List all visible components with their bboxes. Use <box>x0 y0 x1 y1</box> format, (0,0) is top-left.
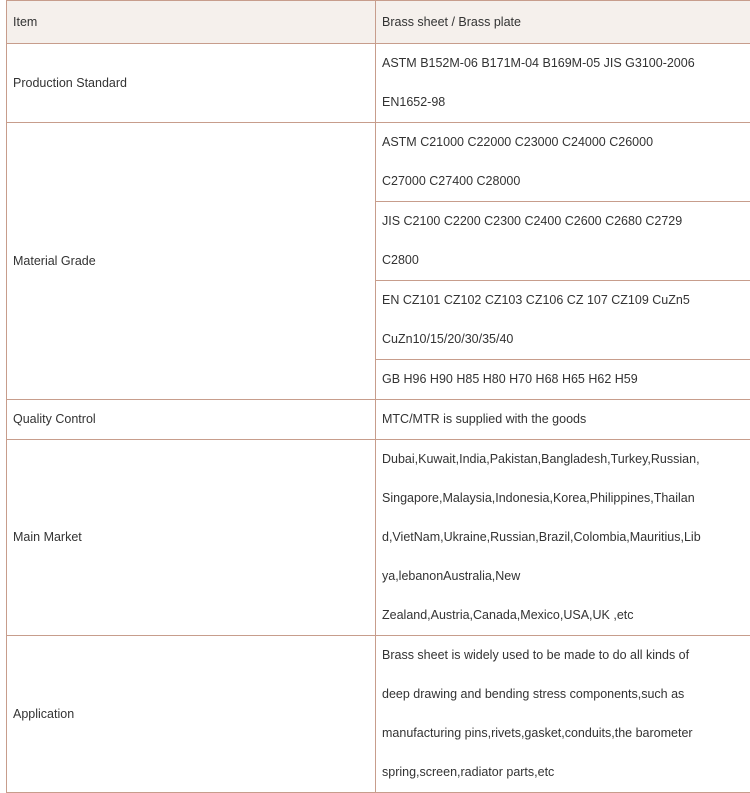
main-market-label: Main Market <box>7 440 376 636</box>
main-market-line: Zealand,Austria,Canada,Mexico,USA,UK ,etc <box>382 596 750 635</box>
table-header-row <box>7 1 750 44</box>
production-standard-label: Production Standard <box>7 44 376 123</box>
material-grade-astm <box>376 123 750 202</box>
material-grade-label: Material Grade <box>7 123 376 400</box>
application-line: spring,screen,radiator parts,etc <box>382 753 750 792</box>
quality-control-value: MTC/MTR is supplied with the goods <box>376 400 750 440</box>
material-grade-line: CuZn10/15/20/30/35/40 <box>382 320 750 359</box>
main-market-line: d,VietNam,Ukraine,Russian,Brazil,Colombia,Mauritius,Lib <box>382 518 750 557</box>
application-line: deep drawing and bending stress components,such as <box>382 675 750 714</box>
header-item-cell: Item <box>7 1 376 44</box>
material-grade-line: C2800 <box>382 241 750 280</box>
application-value <box>376 636 750 793</box>
quality-control-label: Quality Control <box>7 400 376 440</box>
production-standard-line: EN1652-98 <box>382 83 750 122</box>
material-grade-line: EN CZ101 CZ102 CZ103 CZ106 CZ 107 CZ109 CuZn5 <box>382 281 750 320</box>
material-grade-gb: GB H96 H90 H85 H80 H70 H68 H65 H62 H59 <box>376 360 750 400</box>
table-row <box>7 123 750 202</box>
material-grade-line: JIS C2100 C2200 C2300 C2400 C2600 C2680 C2729 <box>382 202 750 241</box>
material-grade-line: C27000 C27400 C28000 <box>382 162 750 201</box>
table-row <box>7 400 750 440</box>
application-line: manufacturing pins,rivets,gasket,conduits,the barometer <box>382 714 750 753</box>
application-line: Brass sheet is widely used to be made to do all kinds of <box>382 636 750 675</box>
main-market-line: ya,lebanonAustralia,New <box>382 557 750 596</box>
application-label: Application <box>7 636 376 793</box>
production-standard-line: ASTM B152M-06 B171M-04 B169M-05 JIS G3100-2006 <box>382 44 750 83</box>
material-grade-line: ASTM C21000 C22000 C23000 C24000 C26000 <box>382 123 750 162</box>
main-market-line: Dubai,Kuwait,India,Pakistan,Bangladesh,Turkey,Russian, <box>382 440 750 479</box>
table-row <box>7 44 750 123</box>
production-standard-value <box>376 44 750 123</box>
table-row <box>7 440 750 636</box>
spec-table <box>6 0 750 793</box>
main-market-value <box>376 440 750 636</box>
material-grade-jis <box>376 202 750 281</box>
table-row <box>7 636 750 793</box>
header-value-cell: Brass sheet / Brass plate <box>376 1 750 44</box>
material-grade-en <box>376 281 750 360</box>
main-market-line: Singapore,Malaysia,Indonesia,Korea,Philippines,Thailan <box>382 479 750 518</box>
